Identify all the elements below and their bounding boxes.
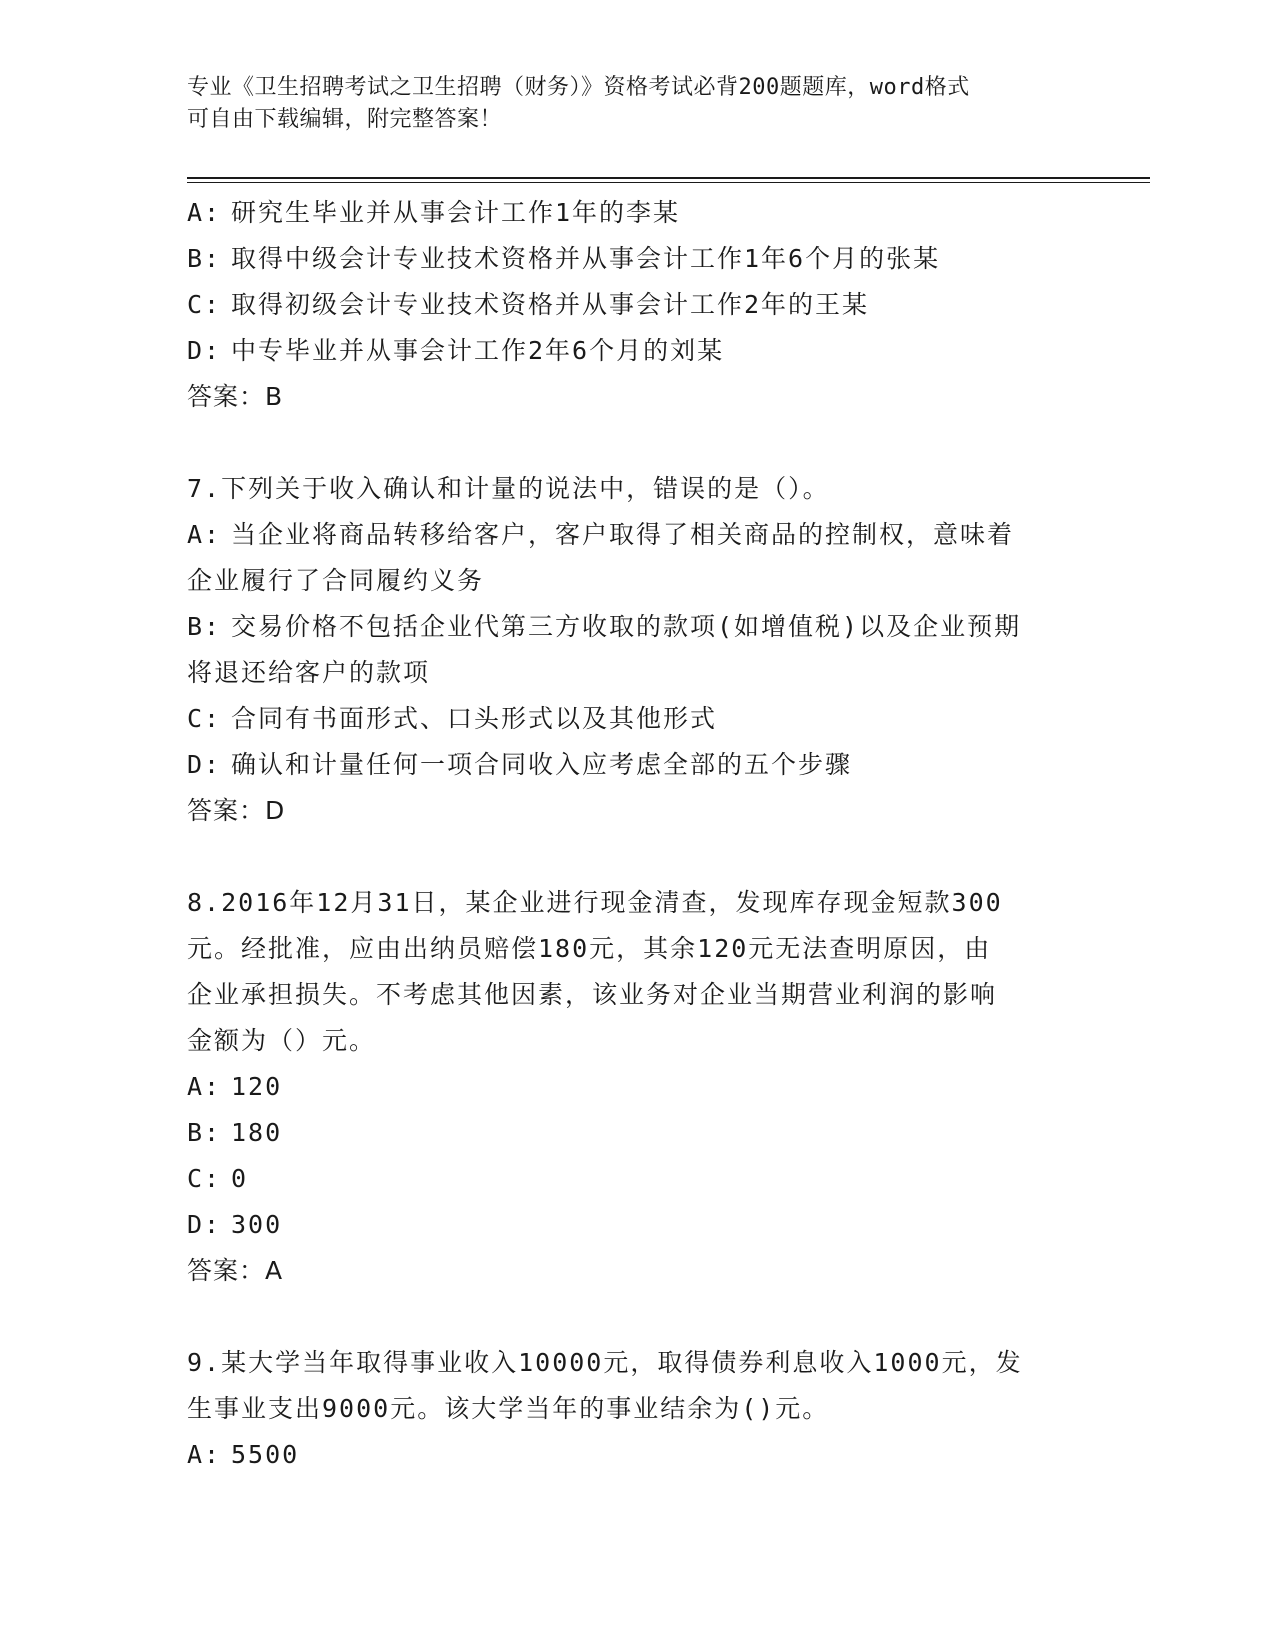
q7-option-d	[187, 742, 1067, 788]
option-label: A:	[187, 198, 222, 227]
q8-question-line-4: 金额为（）元。	[187, 1026, 377, 1055]
option-text: 0	[231, 1164, 249, 1193]
spacer	[187, 834, 1067, 880]
question-content	[187, 190, 1067, 1478]
q6-option-b	[187, 236, 1067, 282]
q8-question-line-2: 元。经批准，应由出纳员赔偿180元，其余120元无法查明原因，由	[187, 934, 992, 963]
header-divider-thick	[187, 177, 1150, 179]
option-text: 交易价格不包括企业代第三方收取的款项(如增值税)以及企业预期	[231, 612, 1022, 641]
q6-option-c	[187, 282, 1067, 328]
option-text: 取得中级会计专业技术资格并从事会计工作1年6个月的张某	[231, 244, 941, 273]
q8-answer: 答案：A	[187, 1256, 284, 1285]
option-text: 180	[231, 1118, 283, 1147]
option-label: D:	[187, 1210, 222, 1239]
option-text: 5500	[231, 1440, 300, 1469]
option-text: 300	[231, 1210, 283, 1239]
question-9	[187, 1340, 1067, 1478]
question-6	[187, 190, 1067, 420]
q8-question-line-1: 8.2016年12月31日，某企业进行现金清查，发现库存现金短款300	[187, 888, 1003, 917]
q7-option-c	[187, 696, 1067, 742]
option-text: 取得初级会计专业技术资格并从事会计工作2年的王某	[231, 290, 870, 319]
q7-option-a	[187, 512, 1067, 558]
q6-option-d	[187, 328, 1067, 374]
option-text: 120	[231, 1072, 283, 1101]
q7-option-b-continued: 将退还给客户的款项	[187, 658, 431, 687]
option-text: 研究生毕业并从事会计工作1年的李某	[231, 198, 681, 227]
q7-option-a-continued: 企业履行了合同履约义务	[187, 566, 485, 595]
q8-option-c	[187, 1156, 1067, 1202]
option-text: 确认和计量任何一项合同收入应考虑全部的五个步骤	[231, 750, 853, 779]
q6-answer: 答案：B	[187, 382, 284, 411]
option-text: 中专毕业并从事会计工作2年6个月的刘某	[231, 336, 725, 365]
q7-option-b	[187, 604, 1067, 650]
q6-option-a	[187, 190, 1067, 236]
option-label: B:	[187, 612, 222, 641]
option-text: 合同有书面形式、口头形式以及其他形式	[231, 704, 718, 733]
option-label: A:	[187, 1440, 222, 1469]
header-line-2: 可自由下载编辑，附完整答案！	[187, 107, 503, 132]
option-label: C:	[187, 290, 222, 319]
q8-option-b	[187, 1110, 1067, 1156]
option-label: A:	[187, 520, 222, 549]
spacer	[187, 420, 1067, 466]
document-header	[187, 72, 1067, 136]
option-label: B:	[187, 1118, 222, 1147]
option-label: A:	[187, 1072, 222, 1101]
q8-question-line-3: 企业承担损失。不考虑其他因素，该业务对企业当期营业利润的影响	[187, 980, 998, 1009]
header-line-1: 专业《卫生招聘考试之卫生招聘（财务）》资格考试必背200题题库，word格式	[187, 75, 970, 100]
q9-question-line-2: 生事业支出9000元。该大学当年的事业结余为()元。	[187, 1394, 830, 1423]
option-label: C:	[187, 704, 222, 733]
question-7	[187, 466, 1067, 834]
q8-option-a	[187, 1064, 1067, 1110]
option-label: B:	[187, 244, 222, 273]
option-text: 当企业将商品转移给客户，客户取得了相关商品的控制权，意味着	[231, 520, 1015, 549]
header-divider-thin	[187, 182, 1150, 183]
q8-option-d	[187, 1202, 1067, 1248]
q7-answer: 答案：D	[187, 796, 286, 825]
spacer	[187, 1294, 1067, 1340]
q9-option-a	[187, 1432, 1067, 1478]
option-label: D:	[187, 750, 222, 779]
option-label: C:	[187, 1164, 222, 1193]
option-label: D:	[187, 336, 222, 365]
q9-question-line-1: 9.某大学当年取得事业收入10000元，取得债券利息收入1000元，发	[187, 1348, 1023, 1377]
q7-question: 7.下列关于收入确认和计量的说法中，错误的是（）。	[187, 474, 830, 503]
question-8	[187, 880, 1067, 1294]
